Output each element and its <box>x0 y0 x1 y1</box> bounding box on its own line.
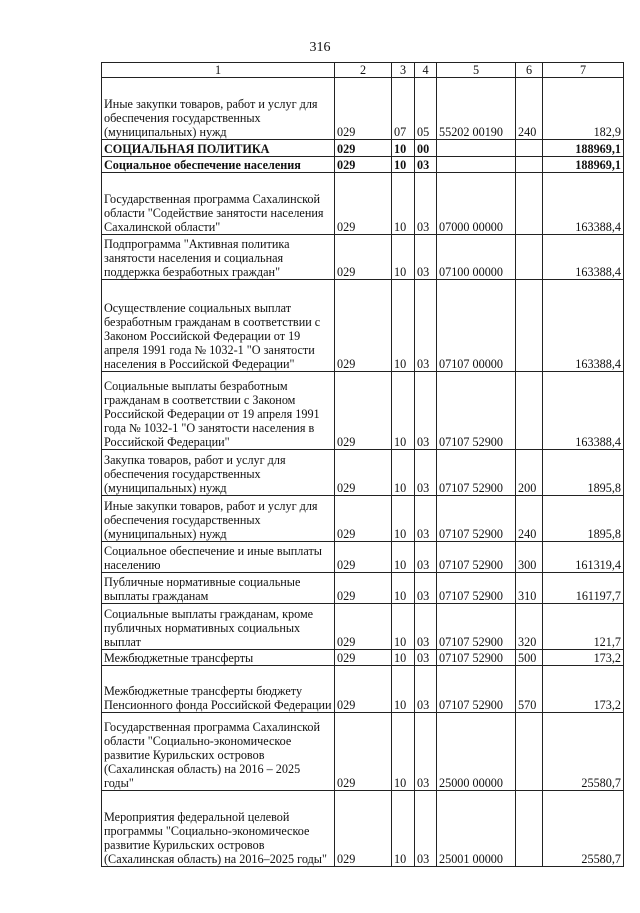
ministry-code-cell: 029 <box>335 78 392 140</box>
target-article-cell: 25001 00000 <box>437 791 516 867</box>
subsection-code-cell: 03 <box>415 650 437 666</box>
expense-type-cell: 310 <box>516 573 543 604</box>
section-code-cell: 10 <box>392 173 415 235</box>
expense-type-cell: 300 <box>516 542 543 573</box>
amount-cell: 188969,1 <box>543 157 624 173</box>
amount-cell: 121,7 <box>543 604 624 650</box>
amount-cell: 173,2 <box>543 666 624 713</box>
table-row <box>102 650 624 666</box>
target-article-cell: 07107 52900 <box>437 666 516 713</box>
subsection-code-cell: 03 <box>415 280 437 372</box>
amount-cell: 25580,7 <box>543 791 624 867</box>
target-article-cell: 07107 52900 <box>437 542 516 573</box>
ministry-code-cell: 029 <box>335 450 392 496</box>
target-article-cell: 07107 52900 <box>437 372 516 450</box>
target-article-cell: 07100 00000 <box>437 235 516 280</box>
item-name-cell: Мероприятия федеральной целевой программы "Социально-экономическое развитие Курильских островов (Сахалинская область) на 2016–2025 годы" <box>102 791 335 867</box>
expense-type-cell: 240 <box>516 78 543 140</box>
expense-type-cell <box>516 372 543 450</box>
expense-type-cell: 320 <box>516 604 543 650</box>
ministry-code-cell: 029 <box>335 650 392 666</box>
table-row <box>102 573 624 604</box>
table-row <box>102 372 624 450</box>
subsection-code-cell: 03 <box>415 604 437 650</box>
subsection-code-cell: 03 <box>415 542 437 573</box>
section-code-cell: 10 <box>392 157 415 173</box>
expense-type-cell <box>516 791 543 867</box>
ministry-code-cell: 029 <box>335 496 392 542</box>
ministry-code-cell: 029 <box>335 573 392 604</box>
target-article-cell <box>437 157 516 173</box>
subsection-code-cell: 03 <box>415 496 437 542</box>
item-name-cell: Иные закупки товаров, работ и услуг для обеспечения государственных (муниципальных) нужд <box>102 78 335 140</box>
amount-cell: 188969,1 <box>543 140 624 157</box>
expense-type-cell: 200 <box>516 450 543 496</box>
section-code-cell: 07 <box>392 78 415 140</box>
ministry-code-cell: 029 <box>335 157 392 173</box>
item-name-cell: Социальные выплаты безработным гражданам в соответствии с Законом Российской Федерации от 19 апреля 1991 года № 1032-1 "О занятости населения в Российской Федерации" <box>102 372 335 450</box>
column-header-3: 3 <box>392 63 415 78</box>
subsection-code-cell: 03 <box>415 372 437 450</box>
ministry-code-cell: 029 <box>335 542 392 573</box>
item-name-cell: Закупка товаров, работ и услуг для обеспечения государственных (муниципальных) нужд <box>102 450 335 496</box>
column-header-7: 7 <box>543 63 624 78</box>
column-header-2: 2 <box>335 63 392 78</box>
section-code-cell: 10 <box>392 280 415 372</box>
ministry-code-cell: 029 <box>335 235 392 280</box>
table-row <box>102 666 624 713</box>
table-row <box>102 235 624 280</box>
expense-type-cell <box>516 157 543 173</box>
table-row <box>102 713 624 791</box>
section-code-cell: 10 <box>392 542 415 573</box>
item-name-cell: Осуществление социальных выплат безработным гражданам в соответствии с Законом Российской Федерации от 19 апреля 1991 года № 1032-1 "О занятости населения в Российской Федерации" <box>102 280 335 372</box>
subsection-code-cell: 03 <box>415 157 437 173</box>
amount-cell: 25580,7 <box>543 713 624 791</box>
amount-cell: 161319,4 <box>543 542 624 573</box>
table-row <box>102 280 624 372</box>
item-name-cell: СОЦИАЛЬНАЯ ПОЛИТИКА <box>102 140 335 157</box>
section-code-cell: 10 <box>392 235 415 280</box>
target-article-cell: 07107 52900 <box>437 650 516 666</box>
table-row <box>102 173 624 235</box>
amount-cell: 163388,4 <box>543 372 624 450</box>
page-number: 316 <box>309 40 331 55</box>
amount-cell: 163388,4 <box>543 235 624 280</box>
table-row <box>102 604 624 650</box>
ministry-code-cell: 029 <box>335 713 392 791</box>
subsection-code-cell: 03 <box>415 573 437 604</box>
column-header-5: 5 <box>437 63 516 78</box>
section-code-cell: 10 <box>392 450 415 496</box>
expense-type-cell <box>516 140 543 157</box>
table-row <box>102 78 624 140</box>
section-code-cell: 10 <box>392 372 415 450</box>
table-row <box>102 791 624 867</box>
section-code-cell: 10 <box>392 604 415 650</box>
section-code-cell: 10 <box>392 791 415 867</box>
target-article-cell: 07107 52900 <box>437 496 516 542</box>
expense-type-cell <box>516 173 543 235</box>
expense-type-cell <box>516 235 543 280</box>
ministry-code-cell: 029 <box>335 791 392 867</box>
section-code-cell: 10 <box>392 713 415 791</box>
amount-cell: 182,9 <box>543 78 624 140</box>
section-code-cell: 10 <box>392 666 415 713</box>
subsection-code-cell: 05 <box>415 78 437 140</box>
section-code-cell: 10 <box>392 650 415 666</box>
subsection-code-cell: 03 <box>415 791 437 867</box>
ministry-code-cell: 029 <box>335 604 392 650</box>
column-header-1: 1 <box>102 63 335 78</box>
subsection-code-cell: 03 <box>415 450 437 496</box>
target-article-cell: 07000 00000 <box>437 173 516 235</box>
item-name-cell: Социальное обеспечение и иные выплаты населению <box>102 542 335 573</box>
subsection-code-cell: 03 <box>415 666 437 713</box>
item-name-cell: Публичные нормативные социальные выплаты гражданам <box>102 573 335 604</box>
table-row <box>102 450 624 496</box>
target-article-cell: 07107 00000 <box>437 280 516 372</box>
budget-table <box>101 62 624 867</box>
table-row <box>102 140 624 157</box>
section-code-cell: 10 <box>392 496 415 542</box>
section-code-cell: 10 <box>392 573 415 604</box>
header-row <box>102 63 624 78</box>
target-article-cell: 07107 52900 <box>437 450 516 496</box>
column-header-6: 6 <box>516 63 543 78</box>
table-row <box>102 157 624 173</box>
expense-type-cell: 570 <box>516 666 543 713</box>
item-name-cell: Социальные выплаты гражданам, кроме публичных нормативных социальных выплат <box>102 604 335 650</box>
expense-type-cell <box>516 713 543 791</box>
subsection-code-cell: 03 <box>415 235 437 280</box>
subsection-code-cell: 03 <box>415 713 437 791</box>
target-article-cell: 07107 52900 <box>437 573 516 604</box>
expense-type-cell <box>516 280 543 372</box>
item-name-cell: Государственная программа Сахалинской области "Содействие занятости населения Сахалинской области" <box>102 173 335 235</box>
amount-cell: 1895,8 <box>543 450 624 496</box>
table-body <box>102 78 624 867</box>
target-article-cell: 25000 00000 <box>437 713 516 791</box>
amount-cell: 161197,7 <box>543 573 624 604</box>
section-code-cell: 10 <box>392 140 415 157</box>
item-name-cell: Социальное обеспечение населения <box>102 157 335 173</box>
amount-cell: 173,2 <box>543 650 624 666</box>
ministry-code-cell: 029 <box>335 280 392 372</box>
target-article-cell: 07107 52900 <box>437 604 516 650</box>
ministry-code-cell: 029 <box>335 140 392 157</box>
item-name-cell: Межбюджетные трансферты <box>102 650 335 666</box>
column-header-4: 4 <box>415 63 437 78</box>
table-row <box>102 496 624 542</box>
item-name-cell: Подпрограмма "Активная политика занятости населения и социальная поддержка безработных граждан" <box>102 235 335 280</box>
ministry-code-cell: 029 <box>335 372 392 450</box>
target-article-cell <box>437 140 516 157</box>
ministry-code-cell: 029 <box>335 173 392 235</box>
expense-type-cell: 500 <box>516 650 543 666</box>
subsection-code-cell: 03 <box>415 173 437 235</box>
item-name-cell: Межбюджетные трансферты бюджету Пенсионного фонда Российской Федерации <box>102 666 335 713</box>
amount-cell: 163388,4 <box>543 173 624 235</box>
target-article-cell: 55202 00190 <box>437 78 516 140</box>
item-name-cell: Государственная программа Сахалинской области "Социально-экономическое развитие Курильских островов (Сахалинская область) на 2016 – 2025 годы" <box>102 713 335 791</box>
ministry-code-cell: 029 <box>335 666 392 713</box>
item-name-cell: Иные закупки товаров, работ и услуг для обеспечения государственных (муниципальных) нужд <box>102 496 335 542</box>
table-row <box>102 542 624 573</box>
amount-cell: 1895,8 <box>543 496 624 542</box>
subsection-code-cell: 00 <box>415 140 437 157</box>
amount-cell: 163388,4 <box>543 280 624 372</box>
expense-type-cell: 240 <box>516 496 543 542</box>
